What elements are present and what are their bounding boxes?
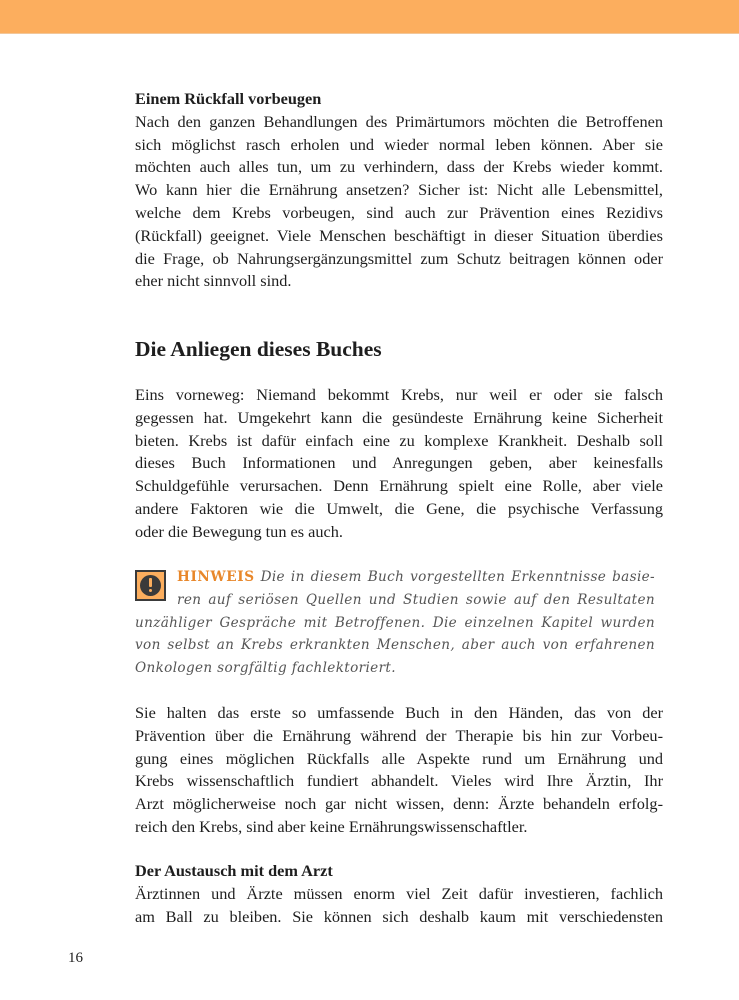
header-color-band <box>0 0 739 34</box>
text-line: Eins vorneweg: Niemand bekommt Krebs, nur weil er oder sie falsch <box>135 385 663 404</box>
text-line: andere Faktoren wie die Umwelt, die Gene, die psychische Verfassung <box>135 498 663 518</box>
text-line: möchten auch alles tun, um zu verhindern, dass der Krebs wieder kommt. <box>135 157 663 177</box>
note-line: unzähliger Gespräche mit Betroffenen. Die einzelnen Kapitel wurden <box>135 614 655 631</box>
paragraph-vorneweg <box>135 384 663 544</box>
note-label: HINWEIS <box>177 569 255 585</box>
section-heading-anliegen: Die Anliegen dieses Buches <box>135 337 382 361</box>
text-line: Prävention über die Ernährung während der Therapie bis hin zur Vorbeu- <box>135 725 663 745</box>
paragraph-buch <box>135 702 663 839</box>
text-line: gegessen hat. Umgekehrt kann die gesündeste Ernährung keine Sicherheit <box>135 407 663 427</box>
note-line: Onkologen sorgfältig fachlektoriert. <box>135 660 396 677</box>
text-line: sich möglichst rasch erholen und wieder normal leben können. Aber sie <box>135 134 663 154</box>
note-line <box>135 566 655 589</box>
text-line: die Frage, ob Nahrungsergänzungsmittel zum Schutz beitragen können oder <box>135 248 663 268</box>
text-line: Nach den ganzen Behandlungen des Primärtumors möchten die Betroffenen <box>135 111 663 131</box>
text-line: Wo kann hier die Ernährung ansetzen? Sicher ist: Nicht alle Lebensmittel, <box>135 180 663 200</box>
text-line: (Rückfall) geeignet. Viele Menschen beschäftigt in dieser Situation überdies <box>135 225 663 245</box>
hinweis-note <box>135 566 655 680</box>
text-line: oder die Bewegung tun es auch. <box>135 521 343 541</box>
text-line: bieten. Krebs ist dafür einfach eine zu komplexe Krankheit. Deshalb soll <box>135 430 663 450</box>
text-line: gung eines möglichen Rückfalls alle Aspekte rund um Ernährung und <box>135 748 663 768</box>
text-line: eher nicht sinnvoll sind. <box>135 271 292 291</box>
text-line: am Ball zu bleiben. Sie können sich deshalb kaum mit verschiedensten <box>135 906 663 926</box>
text-line: Arzt möglicherweise noch gar nicht wissen, denn: Ärzte behandeln erfolg- <box>135 794 663 814</box>
exclamation-icon <box>135 570 166 601</box>
text-line: Ärztinnen und Ärzte müssen enorm viel Zeit dafür investieren, fachlich <box>135 883 663 903</box>
note-line: von selbst an Krebs erkrankten Menschen, aber auch von erfahrenen <box>135 637 655 654</box>
subheading-rueckfall: Einem Rückfall vorbeugen <box>135 89 322 108</box>
text-line: Sie halten das erste so umfassende Buch in den Händen, das von der <box>135 703 663 722</box>
note-text: Die in diesem Buch vorgestellten Erkenntnisse basie- <box>260 569 655 585</box>
section-austausch <box>135 860 663 928</box>
text-line: Krebs wissenschaftlich fundiert abhandelt. Vieles wird Ihre Ärztin, Ihr <box>135 771 663 791</box>
page-number: 16 <box>68 950 83 966</box>
note-line: ren auf seriösen Quellen und Studien sowie auf den Resultaten <box>177 591 655 608</box>
text-line: reich den Krebs, sind aber keine Ernährungswissenschaftler. <box>135 816 528 836</box>
text-line: dieses Buch Informationen und Anregungen geben, aber keinesfalls <box>135 453 663 473</box>
subheading-austausch: Der Austausch mit dem Arzt <box>135 861 333 880</box>
section-rueckfall <box>135 88 663 293</box>
text-line: welche dem Krebs vorbeugen, sind auch zur Prävention eines Rezidivs <box>135 202 663 222</box>
text-line: Schuldgefühle verursachen. Denn Ernährung spielt eine Rolle, aber viele <box>135 476 663 496</box>
